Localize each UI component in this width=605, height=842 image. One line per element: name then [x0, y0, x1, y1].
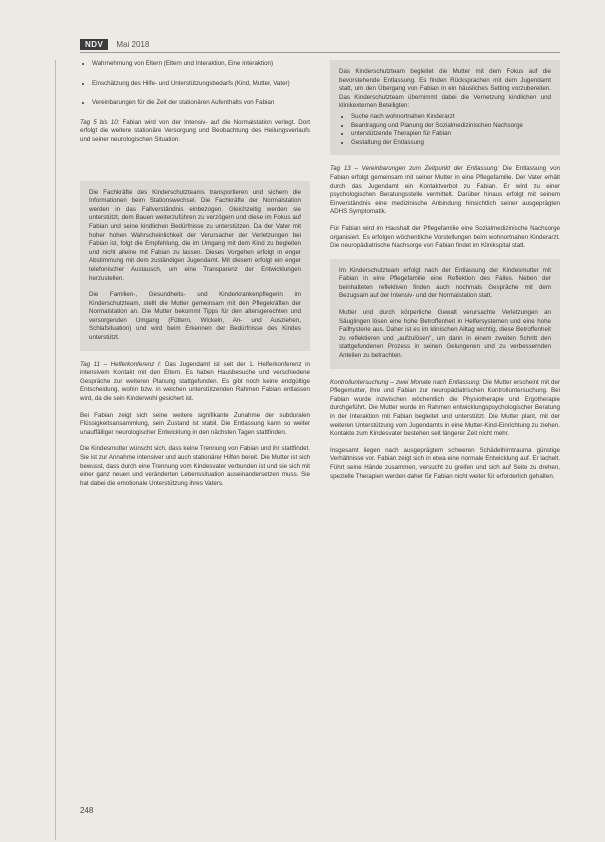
- paragraph: [80, 119, 310, 145]
- list-item: • unterstützende Therapien für Fabian: [351, 130, 551, 139]
- left-column: [80, 60, 310, 496]
- box-paragraph: Mutter und durch körperliche Gewalt verursachte Verletzungen an Säuglingen lösen eine hohe Betroffenheit in Helfersystemen und eine hohe Fallhysterie aus. Daher ist es im klinischen Alltag wichtig, diese Betroffenheit zu reflektieren und „aufzulösen", um dann in einem zweiten Schritt den stattgefundenen Prozess in seinen Gelungenen und zu verbessernden Anteilen zu betrachten.: [339, 309, 551, 360]
- spacer: [80, 153, 310, 181]
- box-paragraph: Im Kinderschutzteam erfolgt nach der Entlassung der Kindesmutter mit Fabian in eine Pflegefamilie eine Reflektion des Falles. Neben der beinhalteten reflektiven finden auch nochmals Gespräche mit dem Bezugsam auf der Intensiv- und der Normalstation statt.: [339, 266, 551, 300]
- paragraph-text: Fabian wird von der Intensiv- auf die Normalstation verlegt. Dort erfolgt die weitere stationäre Versorgung und Beobachtung des Heilungsverlaufs und seiner neurologischen Situation.: [80, 118, 310, 143]
- journal-brand: NDV: [80, 39, 108, 50]
- paragraph: [80, 361, 310, 404]
- issue-date: Mai 2018: [116, 39, 150, 49]
- paragraph-lead: Tag 13 – Vereinbarungen zum Zeitpunkt der Entlassung:: [330, 165, 499, 173]
- header-rule: [80, 52, 560, 53]
- list-item: • Suche nach wohnortnahen Kinderarzt: [351, 113, 551, 122]
- paragraph-lead: Tag 5 bis 10:: [80, 118, 120, 126]
- page-header: [80, 38, 149, 50]
- paragraph: [330, 379, 560, 439]
- left-bullet-list: [80, 60, 310, 108]
- list-item: • Gestaltung der Entlassung: [351, 139, 551, 148]
- paragraph: Bei Fabian zeigt sich seine weitere signifikante Zunahme der subduralen Flüssigkeitsansammlung, sein Zustand ist stabil. Die Entlassung kann so weiter unauffälliger neurologischer Entwicklung in den nächsten Tagen stattfinden.: [80, 411, 310, 436]
- info-box: [80, 181, 310, 351]
- paragraph-text: Die Entlassung von Fabian erfolgt gemeinsam mit seiner Mutter in eine Pflegefamilie. Der Vater erhält durch das Jugendamt ein Kontaktverbot zu Fabian. Er wird zu einer psychologischen Beratungsstelle vermittelt. Darüber hinaus erfolgt mit seinem Einverständnis eine medizinische Anbindung hinsichtlich seiner ausgeprägten ADHS Symptomatik.: [330, 165, 560, 216]
- box-paragraph: Das Kinderschutzteam begleitet die Mutter mit dem Fokus auf die bevorstehende Entlassung. Es finden Rücksprachen mit dem Jugendamt statt, um den Übergang von Fabian in ein häusliches Setting vorzubereiten. Das Kinderschutzteam übernimmt dabei die Vernetzung kindlichen und klinikexternen Beteiligten:: [339, 68, 551, 110]
- info-box: [330, 259, 560, 369]
- paragraph: Für Fabian wird im Haushalt der Pflegefamilie eine Sozialmedizinische Nachsorge organisiert. Es erfolgen wöchentliche Vorstellungen beim wohnortnahen Kinderarzt. Die neuropädiatrische Nachsorge von Fabian findet im Klinikspital statt.: [330, 224, 560, 250]
- list-item: • Einschätzung des Hilfe- und Unterstützungsbedarfs (Kind, Mutter, Vater): [92, 80, 310, 89]
- box-paragraph: Die Fachkräfte des Kinderschutzteams transportieren und sichern die Informationen beim Stationswechsel. Die Fachkräfte der Normalstation werden in das Fallverständnis einbezogen. Gleichzeitig werden sie unterstützt, dem Bauen weiterzuführen zu verzögern und diese im Fokus auf Fabian und seine kindlichen Bedürfnisse zu unterstützen. Da der Vater mit hoher hohen Wahrscheinlichkeit der Verursacher der Verletzungen bei Fabian ist, folgt die Empfehlung, die im Umgang mit dem Kind zu begleiten und nicht alleine mit Fabian zu lassen. Dieses Vorgehen erfolgt in enger Abstimmung mit dem zuständigen Jugendamt. Mit diesem erfolgt ein enger telefonischer Austausch, um eine Transparenz der Entwicklungen herzustellen.: [89, 188, 301, 282]
- list-item: • Beantragung und Planung der Sozialmedizinischen Nachsorge: [351, 122, 551, 131]
- box-paragraph: Die Familien-, Gesundheits- und Kinderkrankenpflegerin im Kinderschutzteam, stellt die Mutter gemeinsam mit den Pflegekräften der Normalstation an. Die Mutter bekommt Tipps für den altersgerechten und versorgenden Umgang (Füttern, Wickeln, An- und Ausziehen, Schlafsituation) und wird beim Erkennen der Bedürfnisse des Kindes unterstützt.: [89, 291, 301, 342]
- paragraph: Die Kindesmutter wünscht sich, dass keine Trennung von Fabian und ihr stattfindet. Sie ist zur Annahme intensiver und auch stationärer Hilfen bereit. Die Mutter ist sich bewusst, dass durch eine Trennung vom Kindesvater verbunden ist und sie sich mit einer ganz neuen und veränderten Lebenssituation auseinandersetzen muss. Sie hat dabei die emotionale Unterstützung ihres Vaters.: [80, 445, 310, 487]
- info-box: [330, 60, 560, 155]
- paragraph-lead: Tag 11 – Helferkonferenz I:: [80, 360, 162, 368]
- paragraph: Insgesamt liegen nach ausgeprägtem schweren Schädelhirntrauma günstige Verhältnisse vor. Fabian zeigt sich in etwa eine normale Entwicklung auf. Er lachelt. Führt seine Hände zusammen, versucht zu greifen und sich auf Seite zu drehen, spezielle Therapien werden daher für Fabian nicht weiter für erforderlich gehalten.: [330, 446, 560, 480]
- right-column: [330, 60, 560, 489]
- list-item: • Wahrnehmung von Eltern (Eltern und Interaktion, Eine Interaktion): [92, 60, 310, 69]
- margin-line: [55, 60, 56, 840]
- paragraph: [330, 165, 560, 217]
- paragraph-lead: Kontrolluntersuchung – zwei Monate nach Entlassung:: [330, 378, 481, 386]
- list-item: • Vereinbarungen für die Zeit der stationären Aufenthalts von Fabian: [92, 99, 310, 108]
- page-number: 248: [80, 806, 94, 815]
- paragraph-text: Die Mutter erscheint mit der Pflegemutter, ihre und Fabian zur neuropädiatrischen Kontrolluntersuchung. Bei Fabian wurde inzwischen wöchentlich die Physiotherapie und Ergotherapie durchgeführt. Die Mutter wurde im Rahmen entwicklungspsychologischer Beratung in der Interaktion mit Fabian begleitet und unterstützt. Die Mutter plant, mit der weiteren Unterstützung vom Jugendamts in eine Mutter-Kind-Einrichtung zu ziehen. Kontakte zum Kindesvater bestehen seit längerer Zeit nicht mehr.: [330, 378, 560, 438]
- paragraph-text: Das Jugendamt ist seit der 1. Helferkonferenz in intensivem Kontakt mit den Eltern. Es haben Hausbesuche und verschiedene Gespräche zur weiteren Planung stattgefunden. Es gibt noch keine endgültige Entscheidung, wohin bzw. in welchen unterstützenden Rahmen Fabian entlassen wird, da die sein Kinderwohl gesichert ist.: [80, 360, 310, 403]
- box-bullet-list: [339, 113, 551, 147]
